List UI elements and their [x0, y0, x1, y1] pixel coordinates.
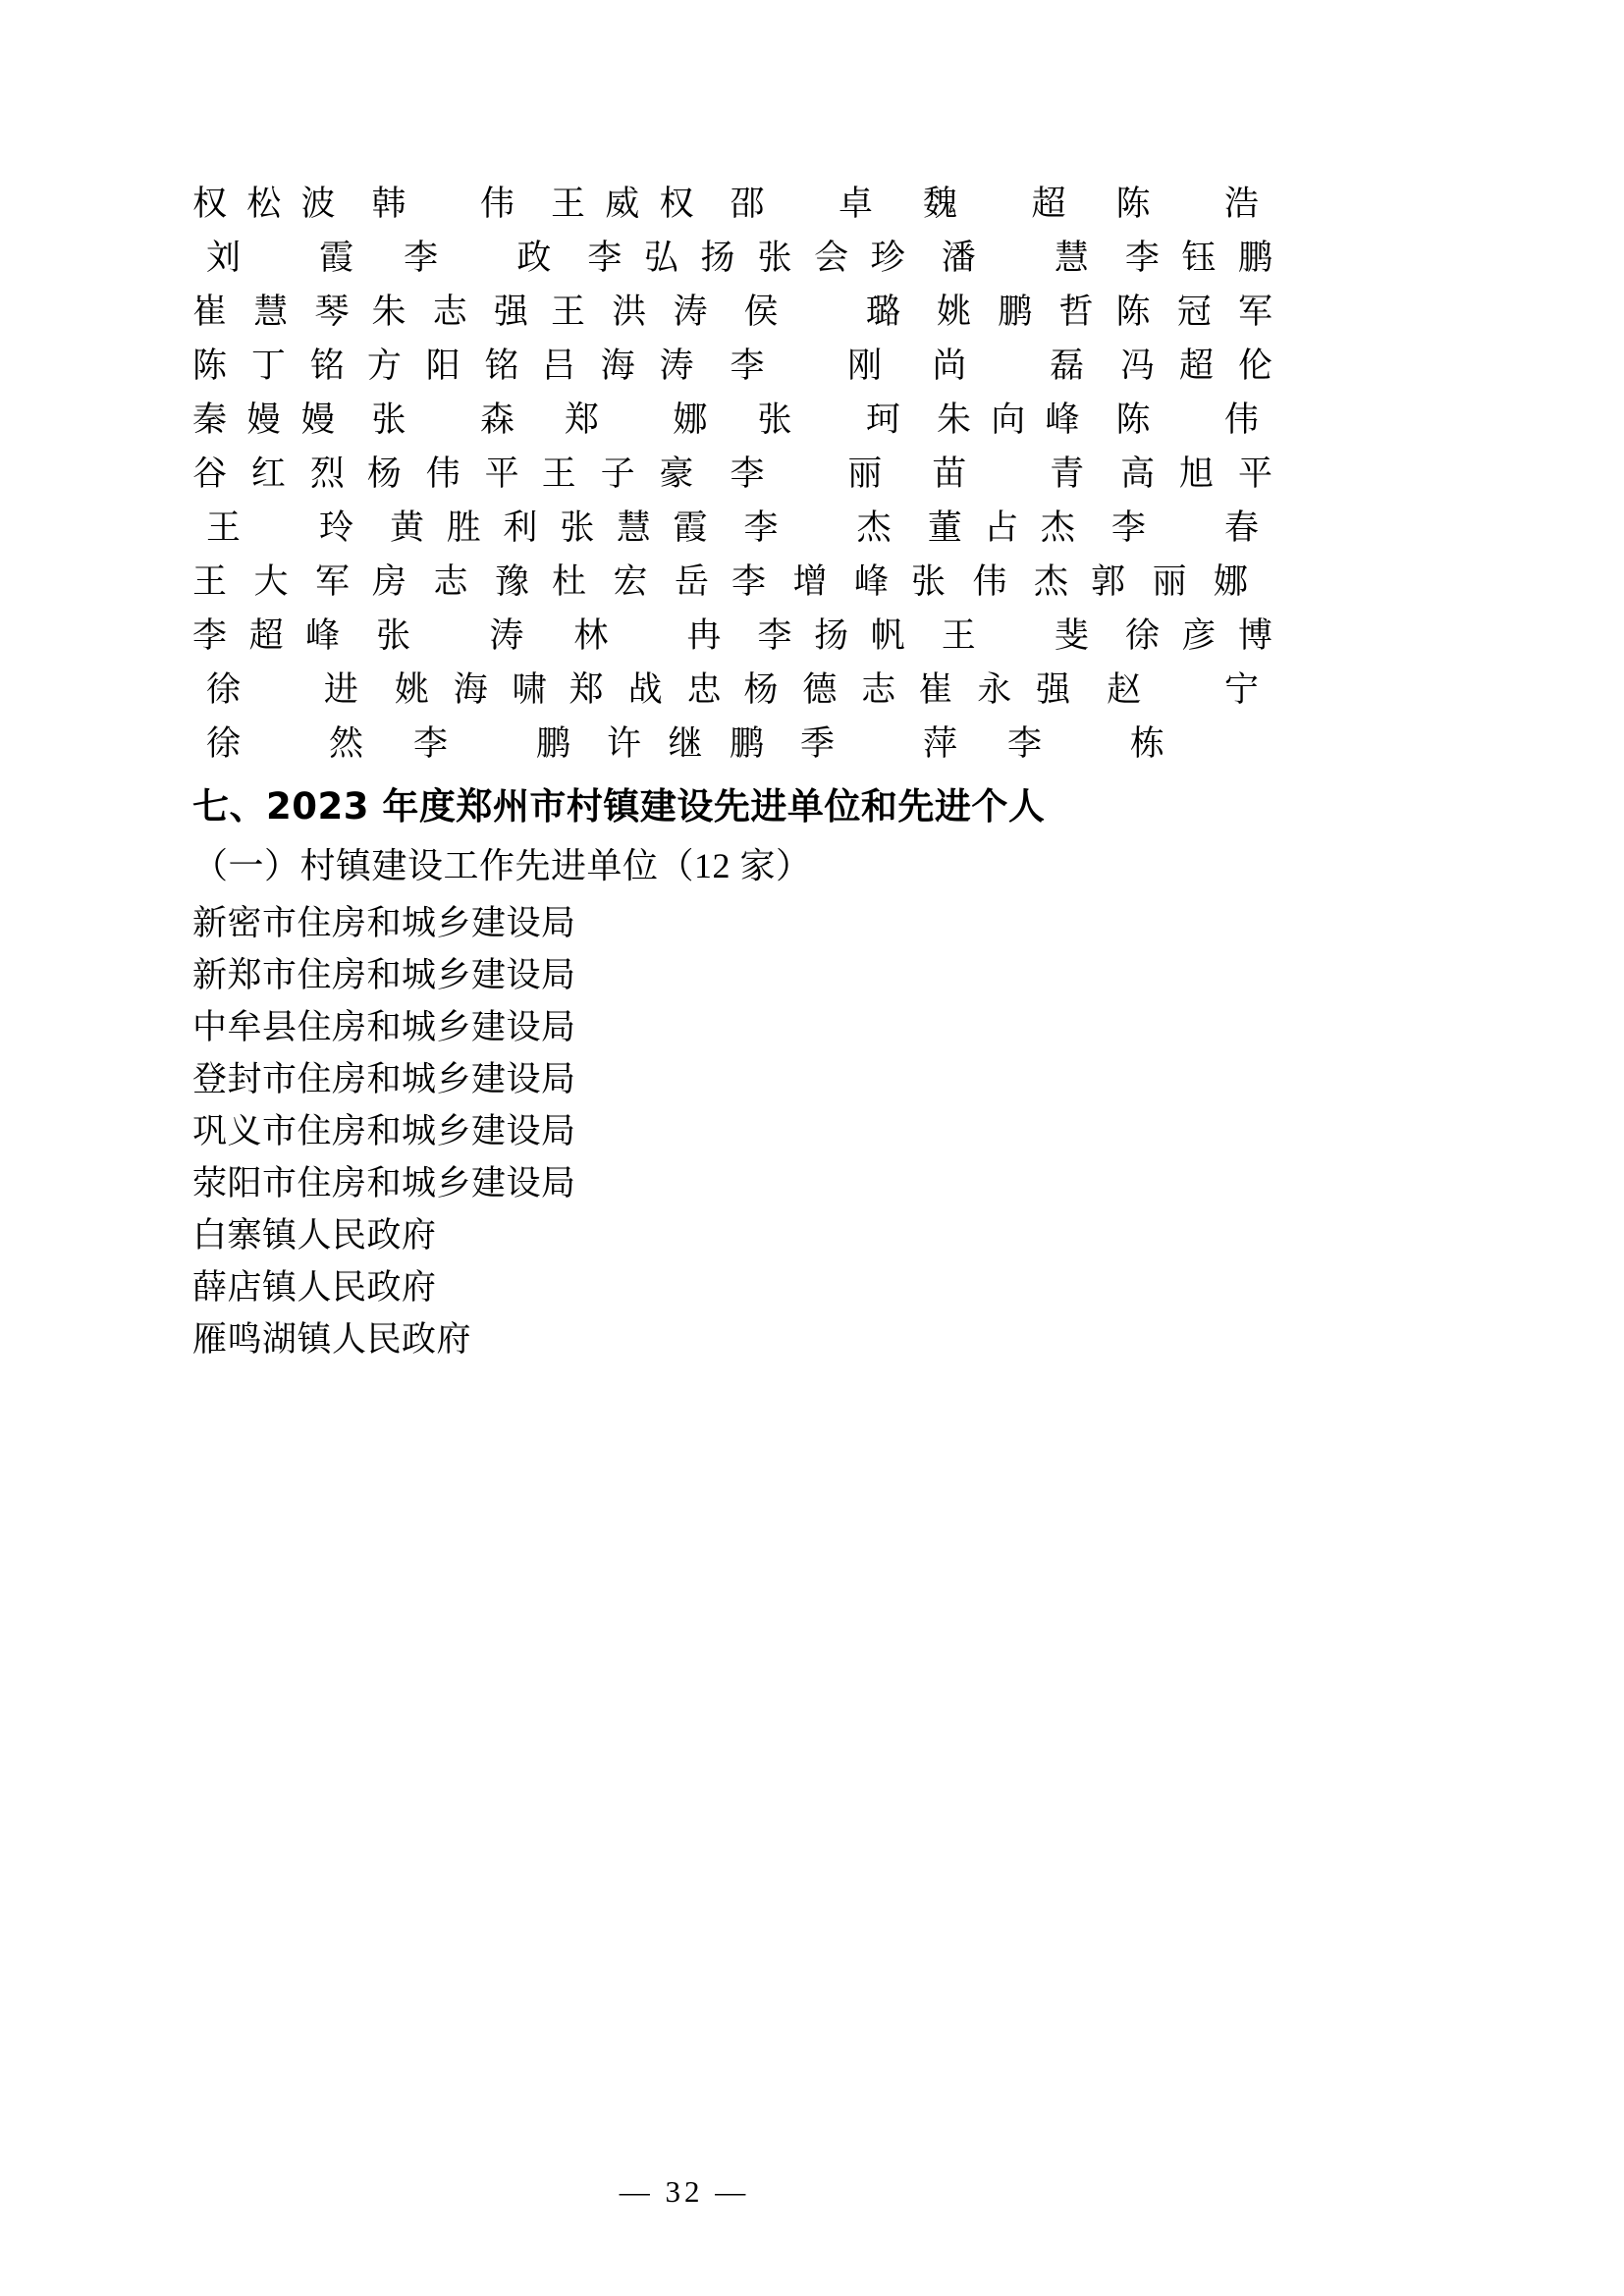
name-char: 旭	[1179, 454, 1215, 493]
name-char: 伟	[1223, 400, 1259, 439]
name-char: 王	[551, 185, 586, 223]
name-char: 珂	[865, 400, 900, 439]
name-char: 郑	[568, 670, 604, 709]
name-char: 强	[493, 293, 528, 331]
name-char: 刘	[206, 239, 242, 277]
name-cell	[731, 507, 905, 550]
name-char: 丽	[847, 454, 883, 493]
name-char: 占	[984, 508, 1019, 547]
name-char: 高	[1120, 454, 1156, 493]
name-cell	[358, 183, 529, 226]
name-char: 海	[600, 347, 635, 385]
name-cell	[918, 345, 1098, 388]
section-heading: 七、2023 年度郑州市村镇建设先进单位和先进个人	[192, 785, 1046, 828]
name-char: 永	[977, 670, 1012, 709]
name-char: 刚	[847, 347, 883, 385]
organization-item: 中牟县住房和城乡建设局	[192, 1008, 576, 1046]
name-char: 张	[371, 400, 406, 439]
name-cell	[551, 291, 708, 334]
name-char: 董	[927, 508, 962, 547]
name-cell	[192, 291, 350, 334]
name-char: 萍	[922, 724, 957, 763]
name-char: 冯	[1120, 347, 1156, 385]
name-char: 磊	[1050, 347, 1085, 385]
name-char: 李	[1007, 724, 1043, 763]
name-row	[192, 237, 1272, 280]
name-row	[192, 561, 1272, 604]
name-char: 李	[731, 562, 767, 601]
name-cell	[372, 291, 529, 334]
name-char: 志	[433, 562, 468, 601]
name-char: 宏	[613, 562, 648, 601]
name-cell	[743, 668, 895, 712]
name-cell	[192, 614, 340, 658]
name-char: 弘	[643, 239, 678, 277]
name-char: 琴	[314, 293, 350, 331]
name-char: 铭	[484, 347, 519, 385]
name-char: 栋	[1129, 724, 1164, 763]
name-char: 鹏	[998, 293, 1033, 331]
name-cell	[367, 453, 519, 496]
name-row	[192, 291, 1272, 334]
name-char: 啸	[512, 670, 547, 709]
name-char: 陈	[192, 347, 228, 385]
name-char: 冠	[1176, 293, 1212, 331]
name-cell	[909, 183, 1080, 226]
name-cell	[1125, 614, 1272, 658]
name-char: 尚	[932, 347, 967, 385]
name-cell	[928, 614, 1103, 658]
page-number: — 32 —	[619, 2174, 750, 2209]
name-char: 韩	[371, 185, 406, 223]
organization-item: 白寨镇人民政府	[192, 1216, 437, 1255]
name-char: 朱	[937, 400, 972, 439]
organization-item: 荥阳市住房和城乡建设局	[192, 1164, 576, 1202]
name-cell	[192, 399, 336, 442]
name-char: 军	[314, 562, 350, 601]
name-char: 峰	[305, 616, 341, 655]
name-cell	[192, 507, 367, 550]
name-char: 峰	[853, 562, 889, 601]
name-cell	[551, 399, 722, 442]
name-char: 鹏	[1238, 239, 1273, 277]
name-char: 李	[1124, 239, 1160, 277]
name-char: 涛	[673, 293, 708, 331]
organization-item: 新郑市住房和城乡建设局	[192, 956, 576, 994]
name-cell	[542, 345, 694, 388]
name-char: 超	[248, 616, 284, 655]
name-row	[192, 614, 1272, 658]
name-char: 苗	[932, 454, 967, 493]
name-char: 李	[730, 454, 765, 493]
name-char: 李	[192, 616, 228, 655]
name-char: 伟	[425, 454, 460, 493]
name-char: 张	[560, 508, 595, 547]
name-cell	[395, 668, 547, 712]
name-cell	[911, 561, 1068, 604]
name-cell	[1103, 183, 1273, 226]
name-cell	[731, 291, 915, 334]
name-cell	[937, 399, 1080, 442]
name-char: 鹏	[535, 724, 570, 763]
name-list-grid	[192, 183, 1272, 766]
name-row	[192, 345, 1272, 388]
name-char: 王	[192, 562, 228, 601]
name-char: 豫	[494, 562, 529, 601]
name-char: 璐	[865, 293, 900, 331]
name-cell	[569, 668, 722, 712]
name-row	[192, 183, 1272, 226]
name-char: 大	[253, 562, 289, 601]
name-char: 军	[1237, 293, 1272, 331]
name-char: 德	[802, 670, 838, 709]
name-char: 志	[432, 293, 467, 331]
name-char: 许	[607, 724, 642, 763]
name-char: 姚	[394, 670, 429, 709]
name-char: 子	[600, 454, 635, 493]
name-char: 继	[668, 724, 703, 763]
name-cell	[551, 183, 694, 226]
name-char: 超	[1179, 347, 1215, 385]
name-char: 波	[300, 185, 336, 223]
name-char: 李	[730, 347, 765, 385]
name-char: 王	[941, 616, 976, 655]
name-char: 利	[503, 508, 538, 547]
name-cell	[1091, 561, 1248, 604]
name-cell	[192, 183, 336, 226]
name-char: 宁	[1223, 670, 1259, 709]
name-char: 鹏	[729, 724, 764, 763]
name-char: 李	[413, 724, 449, 763]
name-char: 嫚	[300, 400, 336, 439]
name-cell	[607, 722, 764, 766]
name-char: 陈	[1115, 400, 1151, 439]
name-char: 杰	[1033, 562, 1068, 601]
name-char: 李	[587, 239, 623, 277]
name-char: 斐	[1054, 616, 1089, 655]
name-char: 扬	[700, 239, 735, 277]
name-char: 杨	[743, 670, 779, 709]
name-cell	[1116, 291, 1273, 334]
name-char: 娜	[673, 400, 708, 439]
name-cell	[758, 614, 905, 658]
name-cell	[994, 722, 1178, 766]
name-char: 王	[541, 454, 576, 493]
name-row	[192, 722, 1272, 766]
name-char: 张	[911, 562, 947, 601]
name-char: 慧	[616, 508, 651, 547]
name-cell	[1125, 237, 1272, 280]
name-char: 徐	[1124, 616, 1160, 655]
name-cell	[390, 237, 565, 280]
name-cell	[372, 561, 529, 604]
name-char: 彦	[1181, 616, 1217, 655]
name-cell	[400, 722, 584, 766]
name-char: 伟	[972, 562, 1007, 601]
name-char: 洪	[612, 293, 647, 331]
name-cell	[758, 237, 905, 280]
name-char: 增	[792, 562, 828, 601]
name-char: 伦	[1237, 347, 1272, 385]
name-char: 邵	[730, 185, 765, 223]
name-char: 忠	[686, 670, 722, 709]
subsection-heading: （一）村镇建设工作先进单位（12 家）	[192, 846, 812, 885]
name-cell	[192, 722, 377, 766]
name-char: 张	[757, 400, 792, 439]
name-char: 豪	[659, 454, 694, 493]
name-cell	[192, 561, 350, 604]
organization-list	[192, 897, 1459, 1365]
name-cell	[937, 291, 1094, 334]
name-char: 战	[627, 670, 663, 709]
name-row	[192, 668, 1272, 712]
name-char: 卓	[838, 185, 873, 223]
name-char: 方	[366, 347, 402, 385]
name-char: 峰	[1045, 400, 1080, 439]
name-cell	[1098, 507, 1272, 550]
name-cell	[1120, 345, 1272, 388]
name-char: 森	[479, 400, 514, 439]
name-char: 李	[743, 508, 779, 547]
name-char: 涛	[659, 347, 694, 385]
name-char: 平	[484, 454, 519, 493]
name-cell	[192, 453, 345, 496]
name-char: 娜	[1213, 562, 1248, 601]
name-char: 浩	[1223, 185, 1259, 223]
name-char: 陈	[1115, 185, 1151, 223]
name-char: 春	[1224, 508, 1260, 547]
name-char: 博	[1238, 616, 1273, 655]
name-char: 超	[1031, 185, 1066, 223]
name-char: 杜	[552, 562, 587, 601]
name-cell	[716, 453, 895, 496]
name-char: 杰	[856, 508, 892, 547]
name-cell	[367, 345, 519, 388]
name-char: 侯	[743, 293, 779, 331]
name-char: 陈	[1115, 293, 1151, 331]
name-cell	[1120, 453, 1272, 496]
name-char: 霞	[319, 239, 354, 277]
name-char: 伟	[479, 185, 514, 223]
name-char: 丁	[250, 347, 286, 385]
name-char: 赵	[1107, 670, 1142, 709]
name-char: 张	[376, 616, 411, 655]
name-cell	[192, 237, 367, 280]
name-char: 权	[192, 185, 228, 223]
name-char: 徐	[206, 724, 242, 763]
organization-item: 薛店镇人民政府	[192, 1268, 437, 1307]
name-char: 强	[1036, 670, 1071, 709]
name-char: 权	[659, 185, 694, 223]
name-row	[192, 453, 1272, 496]
name-char: 会	[814, 239, 849, 277]
name-char: 玲	[319, 508, 354, 547]
name-cell	[1103, 399, 1273, 442]
name-char: 谷	[192, 454, 228, 493]
page-content	[192, 183, 1459, 1365]
name-char: 慧	[253, 293, 289, 331]
name-cell	[587, 237, 734, 280]
name-char: 杨	[366, 454, 402, 493]
name-cell	[918, 668, 1070, 712]
name-char: 王	[206, 508, 242, 547]
name-char: 威	[605, 185, 640, 223]
name-cell	[542, 453, 694, 496]
organization-item: 雁鸣湖镇人民政府	[192, 1320, 472, 1359]
name-char: 平	[1237, 454, 1272, 493]
organization-item: 登封市住房和城乡建设局	[192, 1060, 576, 1098]
name-char: 黄	[390, 508, 425, 547]
name-char: 郑	[565, 400, 600, 439]
name-cell	[362, 614, 537, 658]
name-char: 季	[800, 724, 836, 763]
name-char: 潘	[941, 239, 976, 277]
name-char: 嫚	[246, 400, 282, 439]
name-char: 崔	[918, 670, 953, 709]
name-char: 向	[991, 400, 1026, 439]
name-char: 郭	[1091, 562, 1126, 601]
name-char: 姚	[937, 293, 972, 331]
name-char: 丽	[1152, 562, 1187, 601]
name-cell	[560, 507, 707, 550]
name-char: 张	[757, 239, 792, 277]
name-char: 扬	[814, 616, 849, 655]
name-row	[192, 507, 1272, 550]
name-char: 红	[250, 454, 286, 493]
name-char: 朱	[371, 293, 406, 331]
name-char: 李	[404, 239, 439, 277]
name-char: 烈	[309, 454, 345, 493]
name-char: 政	[516, 239, 552, 277]
name-cell	[928, 507, 1075, 550]
name-char: 铭	[309, 347, 345, 385]
name-char: 李	[757, 616, 792, 655]
organization-item: 新密市住房和城乡建设局	[192, 904, 576, 942]
name-char: 房	[372, 562, 407, 601]
name-char: 崔	[192, 293, 228, 331]
name-cell	[786, 722, 971, 766]
name-cell	[192, 345, 345, 388]
name-cell	[928, 237, 1103, 280]
name-char: 阳	[425, 347, 460, 385]
name-cell	[552, 561, 709, 604]
name-char: 秦	[192, 400, 228, 439]
name-cell	[731, 561, 889, 604]
name-char: 钰	[1181, 239, 1217, 277]
name-char: 珍	[870, 239, 905, 277]
name-char: 冉	[686, 616, 722, 655]
name-char: 杰	[1040, 508, 1075, 547]
name-char: 吕	[541, 347, 576, 385]
name-char: 青	[1050, 454, 1085, 493]
name-row	[192, 399, 1272, 442]
name-char: 哲	[1058, 293, 1094, 331]
name-char: 霞	[673, 508, 708, 547]
name-cell	[192, 668, 372, 712]
name-char: 徐	[206, 670, 242, 709]
name-cell	[390, 507, 537, 550]
name-char: 海	[453, 670, 488, 709]
name-char: 李	[1110, 508, 1146, 547]
name-char: 松	[246, 185, 282, 223]
name-char: 帆	[870, 616, 905, 655]
name-cell	[560, 614, 734, 658]
name-cell	[358, 399, 529, 442]
name-char: 林	[573, 616, 609, 655]
name-char: 志	[861, 670, 896, 709]
name-char: 岳	[674, 562, 709, 601]
name-char: 慧	[1054, 239, 1089, 277]
name-cell	[717, 183, 888, 226]
name-cell	[716, 345, 895, 388]
name-cell	[918, 453, 1098, 496]
name-char: 胜	[446, 508, 481, 547]
name-cell	[744, 399, 915, 442]
name-char: 然	[328, 724, 363, 763]
name-char: 魏	[923, 185, 958, 223]
name-char: 涛	[489, 616, 524, 655]
name-char: 王	[551, 293, 586, 331]
name-cell	[1093, 668, 1272, 712]
name-char: 进	[323, 670, 358, 709]
organization-item: 巩义市住房和城乡建设局	[192, 1112, 576, 1150]
